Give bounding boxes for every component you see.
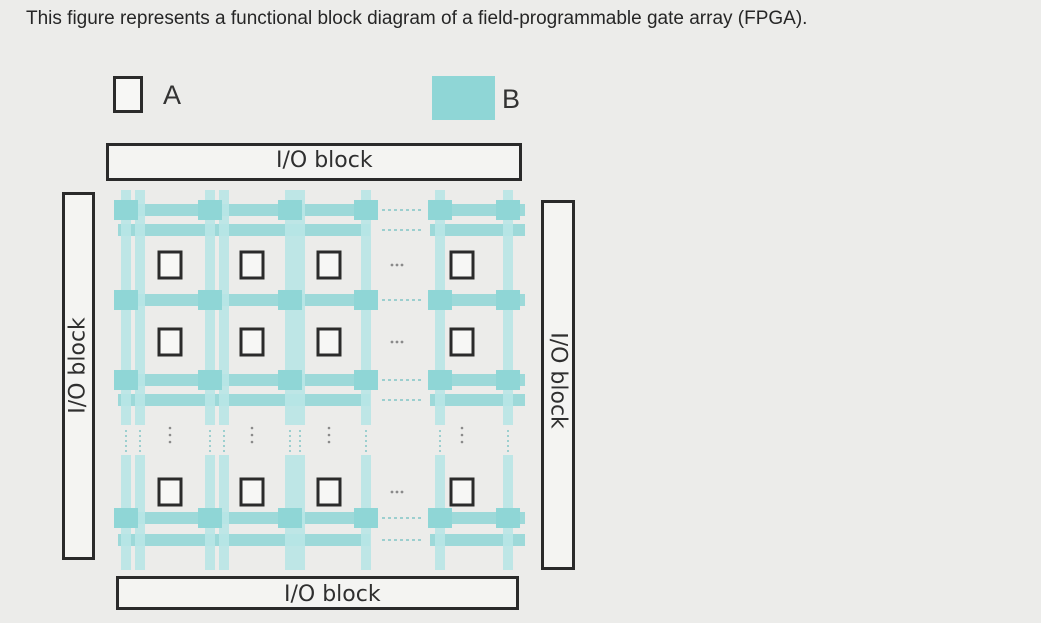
routing-ellipsis-h [406,229,409,231]
routing-track-h [118,294,370,306]
switch-box [354,370,378,390]
block-ellipsis-v [251,441,254,444]
block-ellipsis-h [396,264,399,267]
routing-ellipsis-h [400,539,403,541]
routing-ellipsis-h [394,517,397,519]
switch-box [354,200,378,220]
routing-ellipsis-v [289,445,291,447]
routing-ellipsis-h [388,209,391,211]
switch-box [278,370,302,390]
routing-ellipsis-v [365,445,367,447]
routing-ellipsis-v [365,430,367,432]
routing-ellipsis-v [365,450,367,452]
routing-ellipsis-v [139,435,141,437]
routing-ellipsis-h [394,229,397,231]
logic-block [451,329,473,355]
routing-track-h [118,512,370,524]
routing-ellipsis-v [139,430,141,432]
routing-ellipsis-v [209,445,211,447]
routing-ellipsis-h [406,399,409,401]
routing-ellipsis-h [388,229,391,231]
logic-block [159,329,181,355]
routing-ellipsis-v [209,435,211,437]
routing-ellipsis-h [412,209,415,211]
routing-ellipsis-h [382,379,385,381]
routing-ellipsis-v [299,435,301,437]
block-ellipsis-h [401,264,404,267]
logic-block [241,479,263,505]
switch-box [496,290,520,310]
routing-ellipsis-h [406,299,409,301]
routing-ellipsis-h [412,517,415,519]
routing-track-h [118,204,370,216]
block-ellipsis-h [391,264,394,267]
routing-ellipsis-v [439,450,441,452]
logic-block [159,252,181,278]
routing-ellipsis-v [289,435,291,437]
figure-caption: This figure represents a functional block diagram of a field-programmable gate array (FPGA). [26,8,808,29]
block-ellipsis-h [391,341,394,344]
routing-ellipsis-h [388,299,391,301]
switch-box [496,370,520,390]
routing-ellipsis-h [400,299,403,301]
routing-ellipsis-v [299,450,301,452]
routing-ellipsis-v [299,430,301,432]
switch-box [278,290,302,310]
io-block-left-label: I/O block [65,317,91,414]
routing-ellipsis-v [209,430,211,432]
switch-box [428,200,452,220]
routing-track-h [118,394,370,406]
routing-ellipsis-h [418,299,421,301]
block-ellipsis-h [396,491,399,494]
logic-block [159,479,181,505]
routing-ellipsis-h [394,379,397,381]
routing-ellipsis-h [412,379,415,381]
routing-ellipsis-h [388,517,391,519]
switch-box [114,508,138,528]
logic-block [451,479,473,505]
routing-ellipsis-v [289,440,291,442]
block-ellipsis-h [396,341,399,344]
routing-ellipsis-h [382,229,385,231]
routing-ellipsis-h [388,539,391,541]
io-block-top-label: I/O block [276,148,373,173]
routing-track-h [118,374,370,386]
routing-ellipsis-v [299,445,301,447]
block-ellipsis-v [328,434,331,437]
routing-ellipsis-h [382,399,385,401]
io-block-right-label: I/O block [545,332,571,429]
switch-box [496,508,520,528]
switch-box [354,290,378,310]
routing-ellipsis-h [418,209,421,211]
routing-ellipsis-h [400,379,403,381]
routing-ellipsis-v [507,440,509,442]
routing-ellipsis-h [406,517,409,519]
routing-ellipsis-v [223,445,225,447]
routing-ellipsis-v [125,435,127,437]
routing-ellipsis-v [365,440,367,442]
routing-ellipsis-h [412,399,415,401]
routing-ellipsis-v [125,440,127,442]
routing-ellipsis-h [418,539,421,541]
routing-ellipsis-v [507,445,509,447]
switch-box [198,508,222,528]
switch-box [114,290,138,310]
routing-ellipsis-v [507,435,509,437]
routing-ellipsis-v [439,435,441,437]
routing-ellipsis-v [223,440,225,442]
routing-ellipsis-h [382,209,385,211]
routing-ellipsis-h [388,379,391,381]
routing-ellipsis-h [388,399,391,401]
switch-box [114,370,138,390]
routing-ellipsis-h [418,379,421,381]
switch-box [278,508,302,528]
switch-box [428,508,452,528]
block-ellipsis-v [251,427,254,430]
switch-box [278,200,302,220]
block-ellipsis-h [391,491,394,494]
logic-block [241,329,263,355]
routing-ellipsis-h [400,517,403,519]
switch-box [114,200,138,220]
block-ellipsis-v [169,441,172,444]
routing-ellipsis-h [394,399,397,401]
block-ellipsis-v [328,441,331,444]
block-ellipsis-v [461,434,464,437]
routing-ellipsis-h [412,539,415,541]
routing-ellipsis-h [406,379,409,381]
routing-ellipsis-h [400,229,403,231]
switch-box [428,370,452,390]
routing-ellipsis-v [139,450,141,452]
block-ellipsis-h [401,341,404,344]
logic-block [318,329,340,355]
routing-ellipsis-v [439,440,441,442]
logic-block [451,252,473,278]
routing-ellipsis-h [400,209,403,211]
routing-ellipsis-h [418,517,421,519]
switch-box [428,290,452,310]
block-ellipsis-v [461,441,464,444]
routing-ellipsis-h [394,299,397,301]
routing-ellipsis-h [382,517,385,519]
block-ellipsis-v [328,427,331,430]
routing-ellipsis-h [394,539,397,541]
routing-ellipsis-v [365,435,367,437]
io-block-bottom-label: I/O block [284,582,381,607]
routing-ellipsis-v [125,450,127,452]
routing-ellipsis-v [289,450,291,452]
routing-ellipsis-h [412,229,415,231]
routing-ellipsis-h [418,229,421,231]
routing-ellipsis-v [209,450,211,452]
legend-label-b: B [502,84,521,114]
switch-box [198,370,222,390]
routing-ellipsis-v [139,445,141,447]
routing-ellipsis-v [507,430,509,432]
routing-ellipsis-h [406,539,409,541]
routing-ellipsis-v [139,440,141,442]
block-ellipsis-v [169,434,172,437]
routing-ellipsis-h [400,399,403,401]
logic-block [318,252,340,278]
routing-ellipsis-h [382,299,385,301]
switch-box [198,200,222,220]
block-ellipsis-v [461,427,464,430]
routing-ellipsis-v [223,435,225,437]
block-ellipsis-h [401,491,404,494]
routing-ellipsis-h [394,209,397,211]
legend-label-a: A [163,80,182,110]
routing-ellipsis-v [125,445,127,447]
routing-track-h [118,534,370,546]
routing-ellipsis-h [418,399,421,401]
routing-ellipsis-h [412,299,415,301]
routing-ellipsis-h [406,209,409,211]
routing-ellipsis-v [439,445,441,447]
routing-track-h [118,224,370,236]
routing-ellipsis-v [299,440,301,442]
switch-box [198,290,222,310]
routing-ellipsis-v [507,450,509,452]
block-ellipsis-v [169,427,172,430]
routing-ellipsis-h [382,539,385,541]
routing-ellipsis-v [223,450,225,452]
routing-ellipsis-v [125,430,127,432]
routing-ellipsis-v [209,440,211,442]
logic-block [318,479,340,505]
switch-box [354,508,378,528]
block-ellipsis-v [251,434,254,437]
routing-ellipsis-v [289,430,291,432]
routing-ellipsis-v [439,430,441,432]
switch-box [496,200,520,220]
routing-ellipsis-v [223,430,225,432]
logic-block [241,252,263,278]
